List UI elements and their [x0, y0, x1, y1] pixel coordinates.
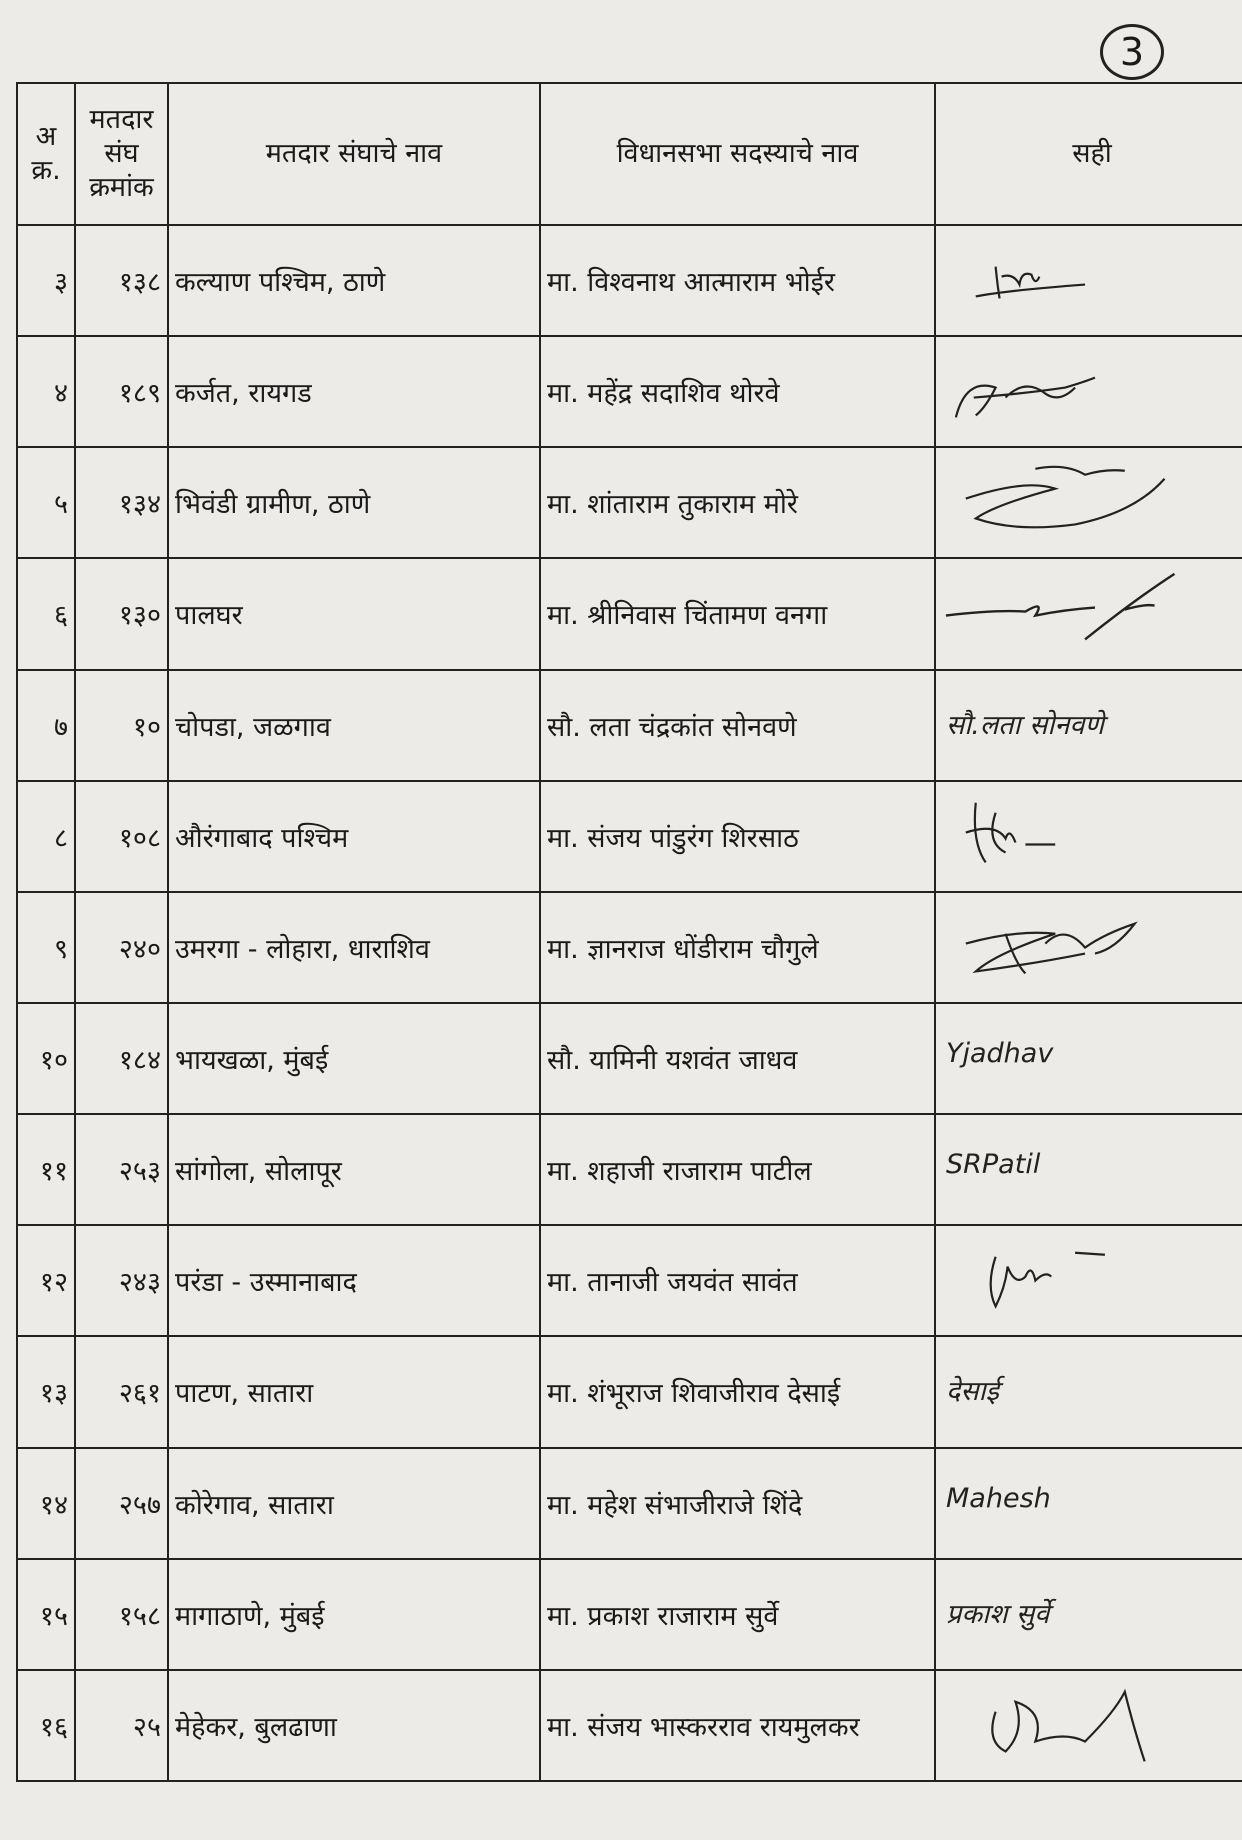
serial-cell: ९ [17, 892, 75, 1003]
signature-text: Mahesh [946, 1482, 1051, 1514]
serial-cell: १५ [17, 1559, 75, 1670]
signature-cell [935, 1114, 1242, 1225]
serial-cell: १२ [17, 1225, 75, 1336]
constituency-name-cell: परंडा - उस्मानाबाद [168, 1225, 540, 1336]
member-name-cell: मा. संजय भास्करराव रायमुलकर [540, 1670, 935, 1781]
constituency-name-cell: औरंगाबाद पश्चिम [168, 781, 540, 892]
header-constituency-no: मतदार संघ क्रमांक [75, 83, 168, 225]
signature-cell [935, 1670, 1242, 1781]
constituency-no-cell: १३० [75, 558, 168, 669]
member-name-cell: मा. विश्वनाथ आत्माराम भोईर [540, 225, 935, 336]
constituency-name-cell: मागाठाणे, मुंबई [168, 1559, 540, 1670]
signature-cell [935, 892, 1242, 1003]
signature-text: सौ.लता सोनवणे [946, 709, 1104, 741]
constituency-name-cell: कोरेगाव, सातारा [168, 1448, 540, 1559]
constituency-no-cell: २५७ [75, 1448, 168, 1559]
table-row [17, 447, 1242, 558]
table-row [17, 1336, 1242, 1447]
signature-cell [935, 1448, 1242, 1559]
constituency-no-cell: १८९ [75, 336, 168, 447]
table-row [17, 670, 1242, 781]
table-row [17, 892, 1242, 1003]
voter-signature-table [16, 82, 1242, 1782]
table-row [17, 781, 1242, 892]
serial-cell: १३ [17, 1336, 75, 1447]
page-number: 3 [1100, 24, 1164, 80]
table-row [17, 1003, 1242, 1114]
constituency-no-cell: २५३ [75, 1114, 168, 1225]
signature-scribble [936, 782, 1242, 891]
constituency-no-cell: १३४ [75, 447, 168, 558]
serial-cell: ७ [17, 670, 75, 781]
member-name-cell: मा. संजय पांडुरंग शिरसाठ [540, 781, 935, 892]
signature-cell [935, 781, 1242, 892]
constituency-no-cell: १०८ [75, 781, 168, 892]
signature-cell [935, 1336, 1242, 1447]
table-row [17, 1114, 1242, 1225]
constituency-no-cell: २४० [75, 892, 168, 1003]
member-name-cell: सौ. यामिनी यशवंत जाधव [540, 1003, 935, 1114]
serial-cell: ५ [17, 447, 75, 558]
header-constituency-name: मतदार संघाचे नाव [168, 83, 540, 225]
serial-cell: ८ [17, 781, 75, 892]
serial-cell: ४ [17, 336, 75, 447]
member-name-cell: मा. ज्ञानराज धोंडीराम चौगुले [540, 892, 935, 1003]
constituency-name-cell: चोपडा, जळगाव [168, 670, 540, 781]
table-row [17, 336, 1242, 447]
header-member-name: विधानसभा सदस्याचे नाव [540, 83, 935, 225]
serial-cell: १० [17, 1003, 75, 1114]
constituency-no-cell: १८४ [75, 1003, 168, 1114]
signature-cell [935, 1225, 1242, 1336]
constituency-no-cell: २५ [75, 1670, 168, 1781]
signature-scribble [936, 337, 1242, 446]
member-name-cell: मा. तानाजी जयवंत सावंत [540, 1225, 935, 1336]
table-row [17, 1225, 1242, 1336]
serial-cell: ३ [17, 225, 75, 336]
constituency-name-cell: सांगोला, सोलापूर [168, 1114, 540, 1225]
table-header-row [17, 83, 1242, 225]
signature-scribble [936, 559, 1242, 668]
signature-cell [935, 336, 1242, 447]
constituency-name-cell: उमरगा - लोहारा, धाराशिव [168, 892, 540, 1003]
signature-scribble [936, 448, 1242, 557]
table-row [17, 558, 1242, 669]
member-name-cell: मा. शांताराम तुकाराम मोरे [540, 447, 935, 558]
signature-scribble [936, 893, 1242, 1002]
serial-cell: १४ [17, 1448, 75, 1559]
serial-cell: ६ [17, 558, 75, 669]
constituency-name-cell: भायखळा, मुंबई [168, 1003, 540, 1114]
serial-cell: ११ [17, 1114, 75, 1225]
signature-text: देसाई [946, 1376, 999, 1408]
constituency-no-cell: १५८ [75, 1559, 168, 1670]
signature-cell [935, 1559, 1242, 1670]
signature-cell [935, 225, 1242, 336]
signature-text: SRPatil [946, 1149, 1041, 1181]
constituency-no-cell: २६१ [75, 1336, 168, 1447]
header-serial: अ क्र. [17, 83, 75, 225]
constituency-name-cell: पालघर [168, 558, 540, 669]
member-name-cell: सौ. लता चंद्रकांत सोनवणे [540, 670, 935, 781]
member-name-cell: मा. प्रकाश राजाराम सुर्वे [540, 1559, 935, 1670]
table-row [17, 225, 1242, 336]
constituency-name-cell: कल्याण पश्चिम, ठाणे [168, 225, 540, 336]
constituency-no-cell: १० [75, 670, 168, 781]
member-name-cell: मा. महेंद्र सदाशिव थोरवे [540, 336, 935, 447]
constituency-no-cell: १३८ [75, 225, 168, 336]
signature-scribble [936, 1226, 1242, 1335]
signature-cell [935, 670, 1242, 781]
signature-scribble [936, 226, 1242, 335]
table-row [17, 1670, 1242, 1781]
constituency-name-cell: भिवंडी ग्रामीण, ठाणे [168, 447, 540, 558]
serial-cell: १६ [17, 1670, 75, 1781]
member-name-cell: मा. शहाजी राजाराम पाटील [540, 1114, 935, 1225]
constituency-name-cell: कर्जत, रायगड [168, 336, 540, 447]
header-signature: सही [935, 83, 1242, 225]
constituency-name-cell: मेहेकर, बुलढाणा [168, 1670, 540, 1781]
signature-cell [935, 1003, 1242, 1114]
member-name-cell: मा. शंभूराज शिवाजीराव देसाई [540, 1336, 935, 1447]
signature-scribble [936, 1671, 1242, 1780]
signature-cell [935, 558, 1242, 669]
table-row [17, 1559, 1242, 1670]
signature-text: प्रकाश सुर्वे [946, 1598, 1050, 1630]
member-name-cell: मा. महेश संभाजीराजे शिंदे [540, 1448, 935, 1559]
signature-text: Yjadhav [946, 1037, 1054, 1069]
constituency-name-cell: पाटण, सातारा [168, 1336, 540, 1447]
signature-cell [935, 447, 1242, 558]
table-row [17, 1448, 1242, 1559]
constituency-no-cell: २४३ [75, 1225, 168, 1336]
member-name-cell: मा. श्रीनिवास चिंतामण वनगा [540, 558, 935, 669]
